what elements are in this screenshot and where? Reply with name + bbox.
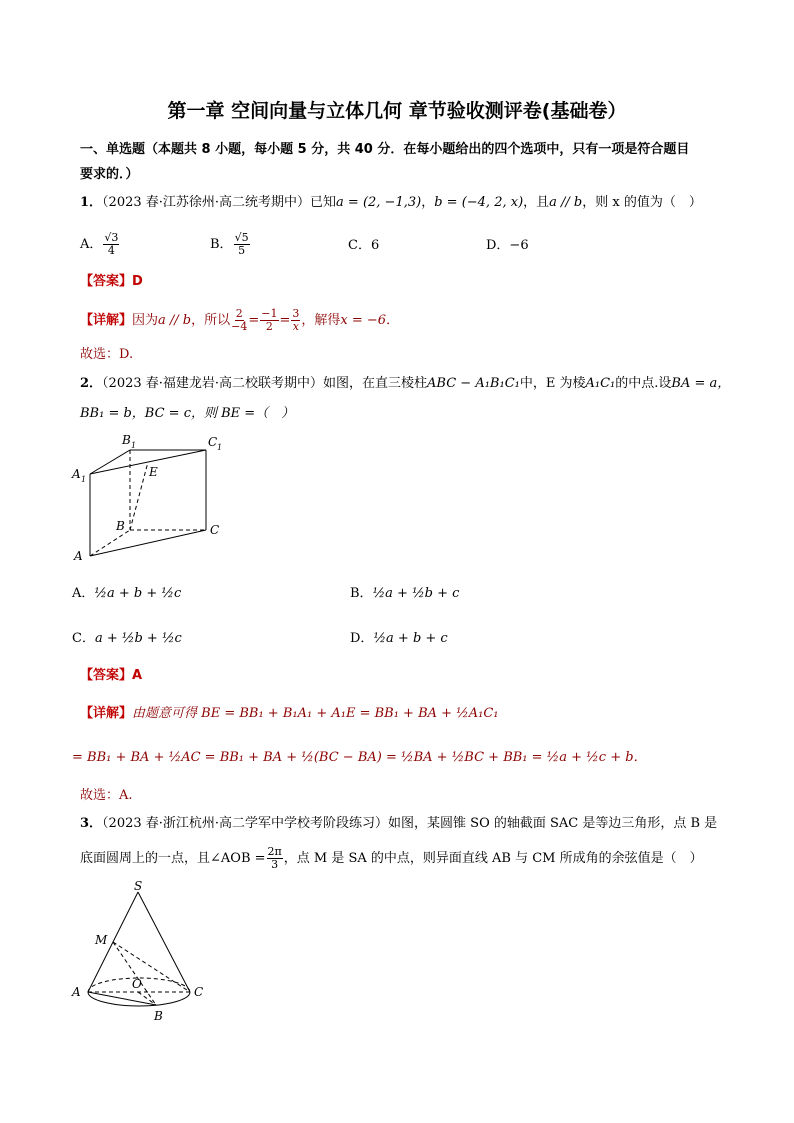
q2-prism: ABC − A₁B₁C₁ xyxy=(427,376,520,391)
frac-num: √5 xyxy=(234,231,249,244)
q1-source: （2023 春·江苏徐州·高二统考期中） xyxy=(102,195,311,210)
frac-den: 3 xyxy=(271,858,279,871)
label-a: A xyxy=(72,985,81,999)
base-front-arc xyxy=(88,992,190,1006)
frac-num: √3 xyxy=(104,231,119,244)
answer-label: 【答案】 xyxy=(80,668,133,683)
q2-text: 如图，在直三棱柱 xyxy=(323,376,428,391)
q1-text-2: ，且 xyxy=(523,195,550,210)
q2-option-a[interactable] xyxy=(72,584,181,604)
detail-label: 【详解】 xyxy=(80,706,133,721)
detail-solution: x = −6 xyxy=(340,313,387,328)
frac-num: 2π xyxy=(267,845,282,858)
option-label: D． xyxy=(350,631,374,646)
q2-option-c[interactable] xyxy=(72,629,182,649)
q2-option-d[interactable] xyxy=(350,629,448,649)
sub-b1: 1 xyxy=(131,441,137,450)
q3-text: 如图，某圆锥 SO 的轴截面 SAC 是等边三角形，点 B 是 xyxy=(388,816,718,831)
q2-text-3: 的中点.设 xyxy=(615,376,672,391)
q2-option-b[interactable] xyxy=(350,584,459,604)
option-value: ½a + b + ½c xyxy=(94,586,182,601)
q1-option-d[interactable]: D．−6 xyxy=(486,238,529,253)
frac-num: −1 xyxy=(261,307,278,320)
q1-detail: 【详解】因为a // b，所以 $\frac{2}{-4}$ = $\frac{-1}{2}$ = $\frac{3}{x}$ ，解得x = −6． xyxy=(80,307,400,333)
label-a1: A xyxy=(72,467,81,481)
q1-number: 1． xyxy=(80,195,103,210)
q1-answer xyxy=(80,272,143,292)
segment-cm xyxy=(113,942,190,992)
equals: = xyxy=(248,313,260,328)
q2-text-2: 中，E 为棱 xyxy=(519,376,586,391)
frac-num: 3 xyxy=(292,307,300,320)
sub-a1: 1 xyxy=(81,475,87,484)
label-s: S xyxy=(134,880,143,893)
q2-stem xyxy=(80,374,730,394)
section-heading-cont: 要求的．） xyxy=(80,167,139,182)
q1-stem: 1．（2023 春·江苏徐州·高二统考期中）已知a = (2, −1,3)，b = (−4, 2, x)，且a // b，则 x 的值为（ ） xyxy=(80,195,702,210)
q1-vector-a: a = (2, −1,3) xyxy=(336,195,422,210)
edge-a1b1 xyxy=(90,450,130,474)
label-c1: C xyxy=(208,435,218,449)
q3-source: （2023 春·浙江杭州·高二学军中学校考阶段练习） xyxy=(102,816,389,831)
q1-parallel: a // b xyxy=(549,195,583,210)
q3-stem-cont xyxy=(80,846,703,871)
q2-number: 2． xyxy=(80,376,103,391)
sub-c1: 1 xyxy=(217,443,223,452)
q3-text-3: ，点 M 是 SA 的中点，则异面直线 AB 与 CM 所成角的余弦值是（ ） xyxy=(283,851,703,866)
option-label: A． xyxy=(72,586,95,601)
q1-vector-b: b = (−4, 2, x) xyxy=(434,195,524,210)
frac-den: 4 xyxy=(107,244,115,257)
answer-label: 【答案】 xyxy=(80,274,133,289)
detail-label: 【详解】 xyxy=(80,313,133,328)
label-e: E xyxy=(149,465,158,479)
option-label: C． xyxy=(72,631,95,646)
frac-num: 2 xyxy=(235,307,243,320)
option-label: B． xyxy=(210,237,233,252)
page-title: 第一章 空间向量与立体几何 章节验收测评卷(基础卷） xyxy=(167,100,627,122)
detail-text-3: ，解得 xyxy=(301,313,341,328)
q2-vector-ba: BA = a， xyxy=(671,376,731,391)
detail-text: 因为 xyxy=(132,313,159,328)
label-m: M xyxy=(95,933,108,947)
detail-parallel: a // b xyxy=(158,313,192,328)
q2-choose: 故选：A. xyxy=(80,788,133,803)
segment-mb xyxy=(113,942,156,1005)
detail-text-2: ，所以 xyxy=(191,313,231,328)
q1-option-c[interactable]: C．6 xyxy=(348,238,380,253)
edge-ab xyxy=(90,530,130,556)
q1-option-a[interactable] xyxy=(80,232,120,257)
answer-value: A xyxy=(132,668,143,683)
label-o: O xyxy=(132,977,142,991)
q1-option-b[interactable] xyxy=(210,232,251,257)
frac-den: 5 xyxy=(238,244,246,257)
q2-detail-cont: = BB₁ + BA + ½AC = BB₁ + BA + ½(BC − BA) = ½BA + ½BC + BB₁ = ½a + ½c + b． xyxy=(72,750,647,765)
label-b: B xyxy=(116,519,125,533)
q2-source: （2023 春·福建龙岩·高二校联考期中） xyxy=(102,376,324,391)
q2-prism-figure xyxy=(68,430,238,570)
option-label: A． xyxy=(80,237,103,252)
q2-stem-cont: BB₁ = b，BC = c，则 BE =（ ） xyxy=(80,406,295,421)
label-c: C xyxy=(194,985,204,999)
section-heading: 一、单选题（本题共 8 小题，每小题 5 分，共 40 分．在每小题给出的四个选项中，只有一项是符合题目 xyxy=(80,142,690,157)
label-b1: B xyxy=(122,433,131,447)
option-value: ½a + b + c xyxy=(373,631,448,646)
edge-ac xyxy=(90,530,206,556)
q1-text: 已知 xyxy=(310,195,337,210)
label-c: C xyxy=(210,523,220,537)
q2-edge: A₁C₁ xyxy=(585,376,616,391)
q2-answer xyxy=(80,666,142,686)
q3-number: 3． xyxy=(80,816,103,831)
edge-sc xyxy=(138,892,190,992)
q2-detail xyxy=(80,704,499,724)
label-b: B xyxy=(154,1009,163,1023)
option-label: B． xyxy=(350,586,373,601)
q1-text-3: ，则 x 的值为（ ） xyxy=(582,195,702,210)
q3-text-2: 底面圆周上的一点，且∠AOB = xyxy=(80,851,266,866)
option-value: ½a + ½b + c xyxy=(372,586,460,601)
option-value: a + ½b + ½c xyxy=(94,631,182,646)
label-a: A xyxy=(74,549,83,563)
segment-ab xyxy=(88,992,156,1005)
detail-text: 由题意可得 BE = BB₁ + B₁A₁ + A₁E = BB₁ + BA + ½A₁C₁ xyxy=(132,706,499,721)
answer-value: D xyxy=(132,274,143,289)
q3-stem xyxy=(80,814,717,834)
frac-den: −4 xyxy=(231,320,248,333)
segment-be xyxy=(130,462,148,530)
frac-den: x xyxy=(292,320,300,333)
q3-cone-figure xyxy=(64,880,224,1030)
detail-end: ． xyxy=(386,313,400,328)
frac-den: 2 xyxy=(265,320,273,333)
q1-choose: 故选：D. xyxy=(80,347,134,362)
